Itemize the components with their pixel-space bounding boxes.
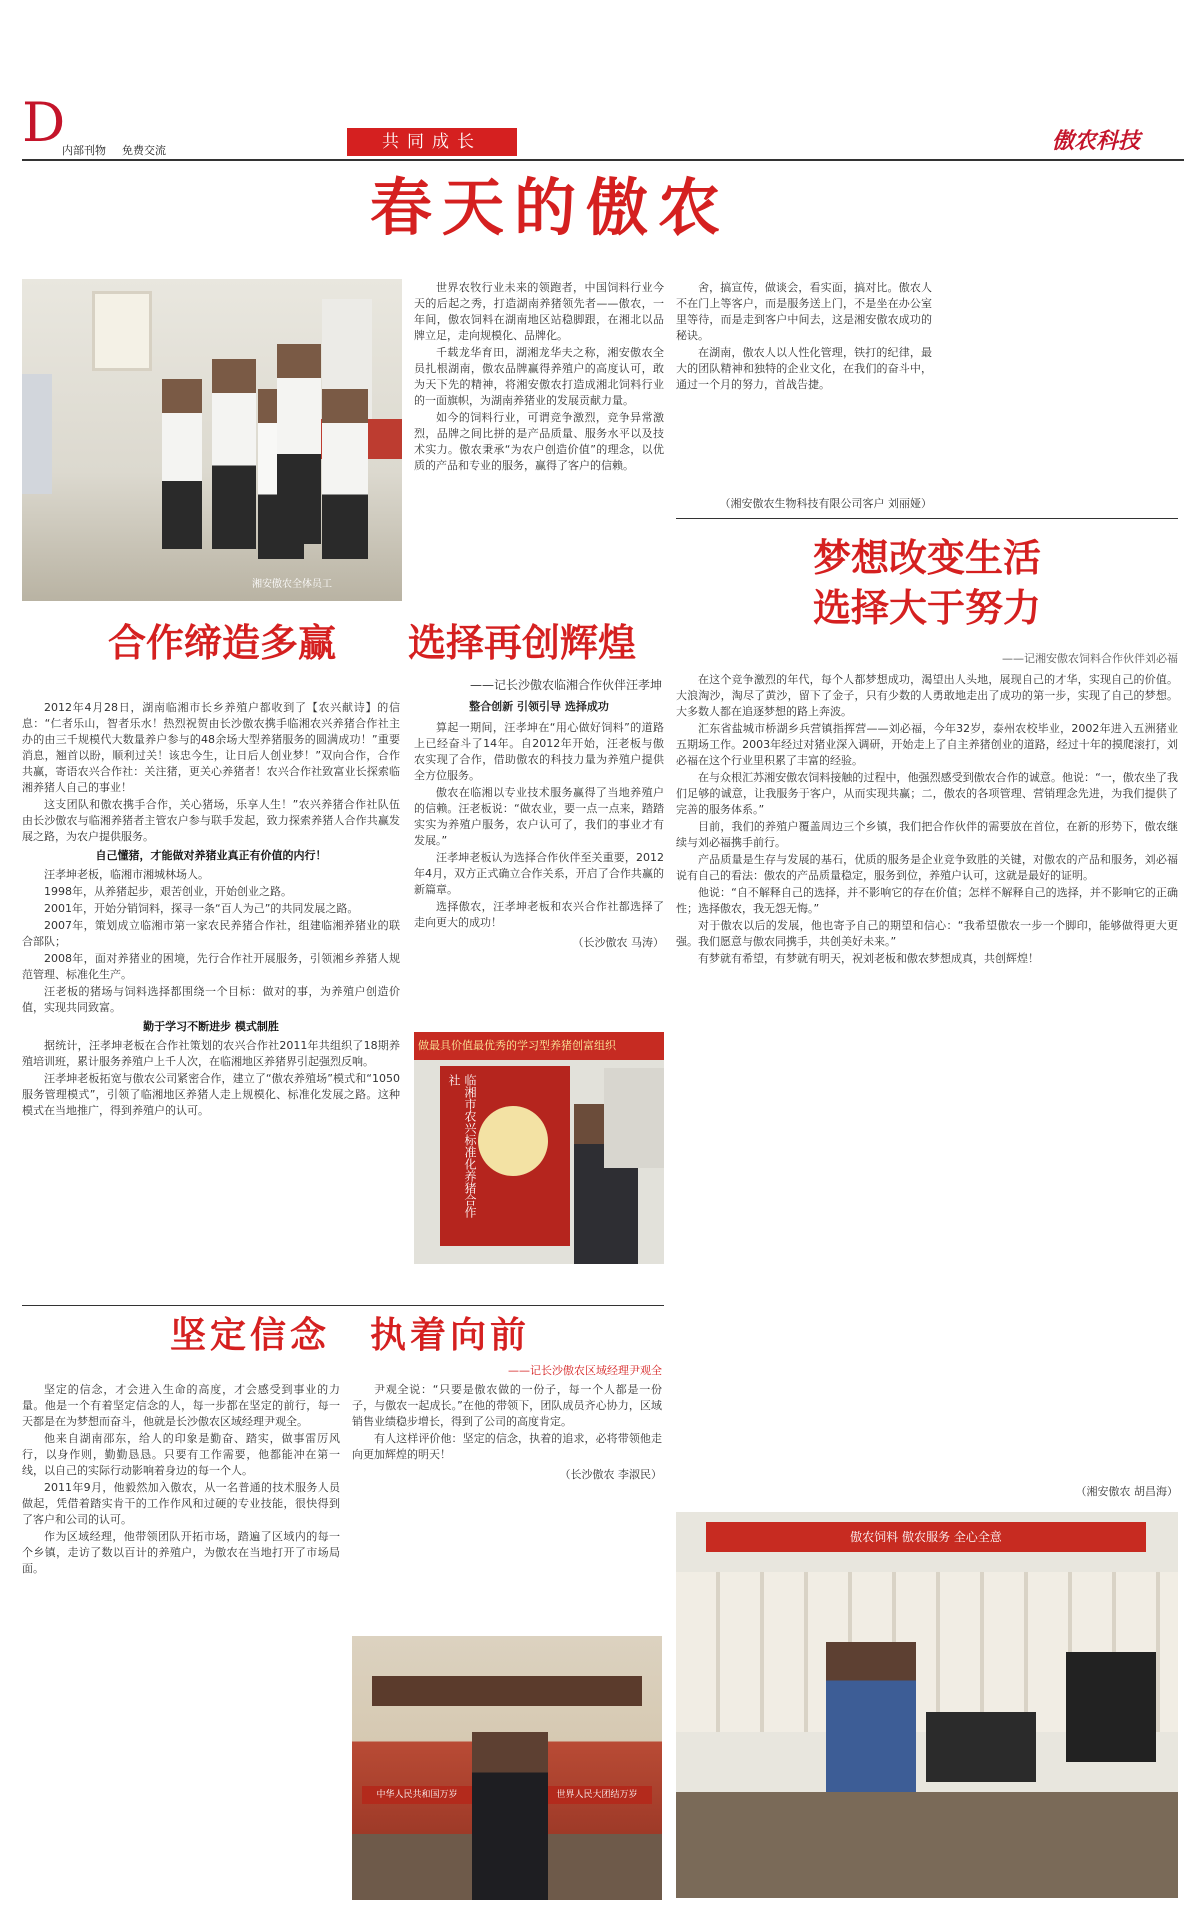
top-article-p4: 舍，搞宣传，做谈会，看实面，搞对比。傲农人不在门上等客户，而是服务送上门，不是坐在办公室里等待，而是走到客户中间去，这是湘安傲农成功的秘诀。 bbox=[676, 281, 932, 342]
tower-roof bbox=[372, 1676, 642, 1706]
article2-subtitle: ——记湘安傲农饲料合作伙伴刘必福 bbox=[1002, 652, 1178, 665]
article3-top-rule bbox=[22, 1305, 664, 1306]
office-photo bbox=[676, 1512, 1178, 1898]
photo2-logo bbox=[478, 1106, 548, 1176]
article1-p2: 这支团队和傲农携手合作，关心猪场，乐享人生！”农兴养猪合作社队伍由长沙傲农与临湘养猪者主管农户参与联手发起，致力探索养猪人合作共赢发展之路，为农户提供服务。 bbox=[22, 798, 400, 843]
person-1 bbox=[162, 379, 202, 549]
article1-col2-p2: 傲农在临湘以专业技术服务赢得了当地养殖户的信赖。汪老板说：“做农业，要一点一点来，踏踏实实为养殖户服务，农户认可了，我们的事业才有发展。” bbox=[414, 786, 664, 847]
person-5 bbox=[322, 389, 368, 559]
article3-subtitle: ——记长沙傲农区域经理尹观全 bbox=[508, 1364, 662, 1377]
photo5-banner bbox=[706, 1522, 1146, 1552]
top-article-col1 bbox=[414, 280, 664, 602]
top-article-col2 bbox=[676, 280, 932, 490]
header-rule bbox=[22, 159, 1184, 161]
photo5-bag bbox=[1066, 1652, 1156, 1762]
photo5-banner-text: 傲农饲料 傲农服务 全心全意 bbox=[850, 1530, 1002, 1544]
article3-p3: 2011年9月，他毅然加入傲农，从一名普通的技术服务人员做起，凭借着踏实肯干的工作作风和过硬的专业技能，很快得到了客户和公司的认可。 bbox=[22, 1481, 340, 1526]
article1-p1: 2012年4月28日，湖南临湘市长乡养殖户都收到了【农兴献诗】的信息：“仁者乐山，智者乐水！热烈祝贺由长沙傲农携手临湘农兴养猪合作社主办的由三千规模代大数量养户参与的48余场大型养猪服务的圆满成功！”重要消息，翘首以盼，顺利过关！该忠今生，让日后人创业梦！”双向合作，合作共赢，寄语农兴合作社：关注猪，更关心养猪者！农兴合作社致富业长探索临湘养猪人自己的事业！ bbox=[22, 701, 400, 794]
article1-title-left: 合作缔造多赢 bbox=[108, 620, 337, 665]
top-article-p2: 千载龙华育田，湖湘龙华夫之称，湘安傲农全员扎根湖南，傲农品牌赢得养殖户的高度认可，敢为天下先的精神，将湘安傲农打造成湘北饲料行业的一面旗帜，为湖南养猪业的发展贡献力量。 bbox=[414, 346, 664, 407]
top-article-p1: 世界农牧行业未来的领跑者，中国饲料行业今天的后起之秀，打造湖南养猪领先者——傲农，一年间，傲农饲料在湖南地区站稳脚跟，在湘北以品牌立足，走向规模化、品牌化。 bbox=[414, 281, 664, 342]
top-article-sign: （湘安傲农生物科技有限公司客户 刘丽娅） bbox=[719, 497, 932, 510]
photo2-banner-text: 做最具价值最优秀的学习型养猪创富组织 bbox=[418, 1039, 616, 1052]
top-article-p3: 如今的饲料行业，可谓竞争激烈，竞争异常激烈，品牌之间比拼的是产品质量、服务水平以及技术实力。傲农秉承“为农户创造价值”的理念，以优质的产品和专业的服务，赢得了客户的信赖。 bbox=[414, 411, 664, 472]
article3-p5: 尹观全说：“只要是傲农做的一份子，每一个人都是一份子，与傲农一起成长。”在他的带领下，团队成员齐心协力，区域销售业绩稳步增长，得到了公司的高度肯定。 bbox=[352, 1383, 662, 1428]
article3-p6: 有人这样评价他：坚定的信念，执着的追求，必将带领他走向更加辉煌的明天！ bbox=[352, 1432, 662, 1461]
article1-tagline: 整合创新 引领引导 选择成功 bbox=[469, 700, 609, 713]
person-2 bbox=[212, 359, 256, 549]
article1-p7: 2008年，面对养猪业的困境，先行合作社开展服务，引领湘乡养猪人规范管理、标准化生产。 bbox=[22, 952, 400, 981]
photo2-cabinet bbox=[604, 1068, 664, 1168]
article2-body bbox=[676, 672, 1178, 1480]
article1-title-right: 选择再创辉煌 bbox=[408, 620, 637, 665]
article2-p7: 对于傲农以后的发展，他也寄予自己的期望和信心：“我希望傲农一步一个脚印，能够做得更大更强。我们愿意与傲农同携手，共创美好未来。” bbox=[676, 919, 1178, 948]
article1-col2-p3: 汪孝坤老板认为选择合作伙伴至关重要，2012年4月，双方正式确立合作关系，开启了合作共赢的新篇章。 bbox=[414, 851, 664, 896]
article1-subtitle: ——记长沙傲农临湘合作伙伴汪孝坤 bbox=[469, 678, 662, 692]
section-letter: D bbox=[22, 91, 66, 154]
top-article-p5: 在湖南，傲农人以人性化管理，铁打的纪律，最大的团队精神和独特的企业文化，在我们的奋斗中，通过一个月的努力，首战告捷。 bbox=[676, 346, 932, 391]
photo5-desk bbox=[676, 1792, 1178, 1898]
article1-p6: 2007年，策划成立临湘市第一家农民养猪合作社，组建临湘养猪业的联合部队； bbox=[22, 919, 400, 948]
column-banner bbox=[347, 128, 517, 156]
main-title: 春天的傲农 bbox=[369, 171, 730, 244]
article1-p8: 汪老板的猪场与饲料选择都围绕一个目标：做对的事，为养殖户创造价值，实现共同致富。 bbox=[22, 985, 400, 1014]
article1-p3: 汪孝坤老板，临湘市湘城林场人。 bbox=[44, 868, 209, 881]
article1-p5: 2001年，开始分销饲料，探寻一条“百人为己”的共同发展之路。 bbox=[44, 902, 359, 915]
article1-p4: 1998年，从养猪起步，艰苦创业，开始创业之路。 bbox=[44, 885, 292, 898]
group-photo bbox=[22, 279, 402, 601]
photo4-sign-left-text: 中华人民共和国万岁 bbox=[376, 1790, 458, 1800]
article1-p10: 汪孝坤老板拓宽与傲农公司紧密合作，建立了“傲农养殖场”模式和“1050服务管理模式”，引领了临湘地区养猪人走上规模化、标准化发展之路。这种模式在当地推广，得到养殖户的认可。 bbox=[22, 1072, 400, 1117]
photo4-sign-right-text: 世界人民大团结万岁 bbox=[556, 1790, 638, 1800]
pub-type: 内部刊物 bbox=[62, 144, 106, 157]
article3-col1 bbox=[22, 1382, 340, 1900]
photo5-laptop bbox=[926, 1712, 1036, 1782]
article2-sign: （湘安傲农 胡昌海） bbox=[1075, 1485, 1178, 1498]
brand-logo: 傲农科技 bbox=[1052, 128, 1141, 154]
article2-p4: 目前，我们的养殖户覆盖周边三个乡镇，我们把合作伙伴的需要放在首位，在新的形势下，傲农继续与刘必福携手前行。 bbox=[676, 820, 1178, 849]
article2-p8: 有梦就有希望，有梦就有明天，祝刘老板和傲农梦想成真，共创辉煌！ bbox=[698, 952, 1039, 965]
tiananmen-photo bbox=[352, 1636, 662, 1900]
article3-title-left: 坚定信念 bbox=[170, 1314, 331, 1356]
partner-photo bbox=[414, 1032, 664, 1264]
column-label: 共同成长 bbox=[382, 132, 482, 152]
photo2-board bbox=[440, 1066, 570, 1246]
article3-title-right: 执着向前 bbox=[370, 1314, 531, 1356]
person-4 bbox=[277, 344, 321, 544]
article2-p5: 产品质量是生存与发展的基石，优质的服务是企业竞争致胜的关键，对傲农的产品和服务，刘必福说有自己的看法：傲农的产品质量稳定，服务到位，养殖户认可，这就是最好的证明。 bbox=[676, 853, 1178, 882]
article2-p6: 他说：“自不解释自己的选择，并不影响它的存在价值；怎样不解释自己的选择，并不影响它的正确性；选择傲农，我无怨无悔。” bbox=[676, 886, 1178, 915]
article1-col2 bbox=[414, 720, 664, 1020]
article1-sign: （长沙傲农 马涛） bbox=[572, 936, 664, 949]
fridge bbox=[22, 374, 52, 494]
article2-p3: 在与众根汇苏湘安傲农饲料接触的过程中，他强烈感受到傲农合作的诚意。他说：“一，傲农坐了我们足够的诚意，让我服务于客户，从而实现共赢；二，傲农的各项管理、营销理念先进，为我们提供了完善的服务体系。” bbox=[676, 771, 1178, 816]
photo4-sign-right bbox=[542, 1786, 652, 1804]
article1-col2-p1: 算起一期间，汪孝坤在“用心做好饲料”的道路上已经奋斗了14年。自2012年开始，汪老板与傲农实现了合作，借助傲农的科技力量为养殖户提供全方位服务。 bbox=[414, 721, 664, 782]
photo4-person bbox=[472, 1732, 548, 1900]
photo5-person bbox=[826, 1642, 916, 1802]
photo4-sign-left bbox=[362, 1786, 472, 1804]
article3-p1: 坚定的信念，才会进入生命的高度，才会感受到事业的力量。他是一个有着坚定信念的人，每一步都在坚定的前行，每一天都是在为梦想而奋斗，他就是长沙傲农区域经理尹观全。 bbox=[22, 1383, 340, 1428]
photo2-banner bbox=[414, 1032, 664, 1060]
article3-col2 bbox=[352, 1382, 662, 1622]
article3-p2: 他来自湖南邵东，给人的印象是勤奋、踏实，做事雷厉风行，以身作则，勤勤恳恳。只要有工作需要，他都能冲在第一线，以自己的实际行动影响着身边的每一个人。 bbox=[22, 1432, 340, 1477]
window bbox=[92, 291, 152, 371]
article2-p1: 在这个竞争激烈的年代，每个人都梦想成功，渴望出人头地，展现自己的才华，实现自己的价值。大浪淘沙，淘尽了黄沙，留下了金子，只有少数的人勇敢地走出了成功的第一步，实现了自己的梦想。大多数人都在追逐梦想的路上奔波。 bbox=[676, 673, 1178, 718]
free-label: 免费交流 bbox=[122, 144, 166, 157]
article3-p4: 作为区域经理，他带领团队开拓市场，踏遍了区域内的每一个乡镇，走访了数以百计的养殖户，为傲农在当地打开了市场局面。 bbox=[22, 1530, 340, 1575]
article1-sub1: 自己懂猪，才能做对养猪业真正有价值的内行！ bbox=[95, 849, 327, 862]
top-sign-rule bbox=[676, 518, 1178, 519]
article1-p9: 据统计，汪孝坤老板在合作社策划的农兴合作社2011年共组织了18期养殖培训班，累计服务养殖户上千人次，在临湘地区养猪界引起强烈反响。 bbox=[22, 1039, 400, 1068]
article2-title-line2: 选择大于努力 bbox=[812, 585, 1041, 630]
article2-title-line1: 梦想改变生活 bbox=[812, 535, 1041, 580]
photo-caption: 湘安傲农全体员工 bbox=[252, 579, 332, 590]
article1-sub2: 勤于学习不断进步 模式制胜 bbox=[143, 1020, 279, 1033]
photo2-board-text: 临湘市农兴标准化养猪合作社 bbox=[447, 1074, 477, 1218]
article3-sign: （长沙傲农 李淑民） bbox=[559, 1468, 662, 1481]
article2-p2: 汇东省盐城市桥湖乡兵营镇指挥营——刘必福，今年32岁，泰州农校毕业，2002年进入五洲猪业五期场工作。2003年经过对猪业深入调研，开始走上了自主养猪创业的道路，经过十年的摸爬滚打，刘必福在这个行业里积累了丰富的经验。 bbox=[676, 722, 1178, 767]
article1-col2-p4: 选择傲农，汪孝坤老板和农兴合作社都选择了走向更大的成功！ bbox=[414, 900, 664, 929]
